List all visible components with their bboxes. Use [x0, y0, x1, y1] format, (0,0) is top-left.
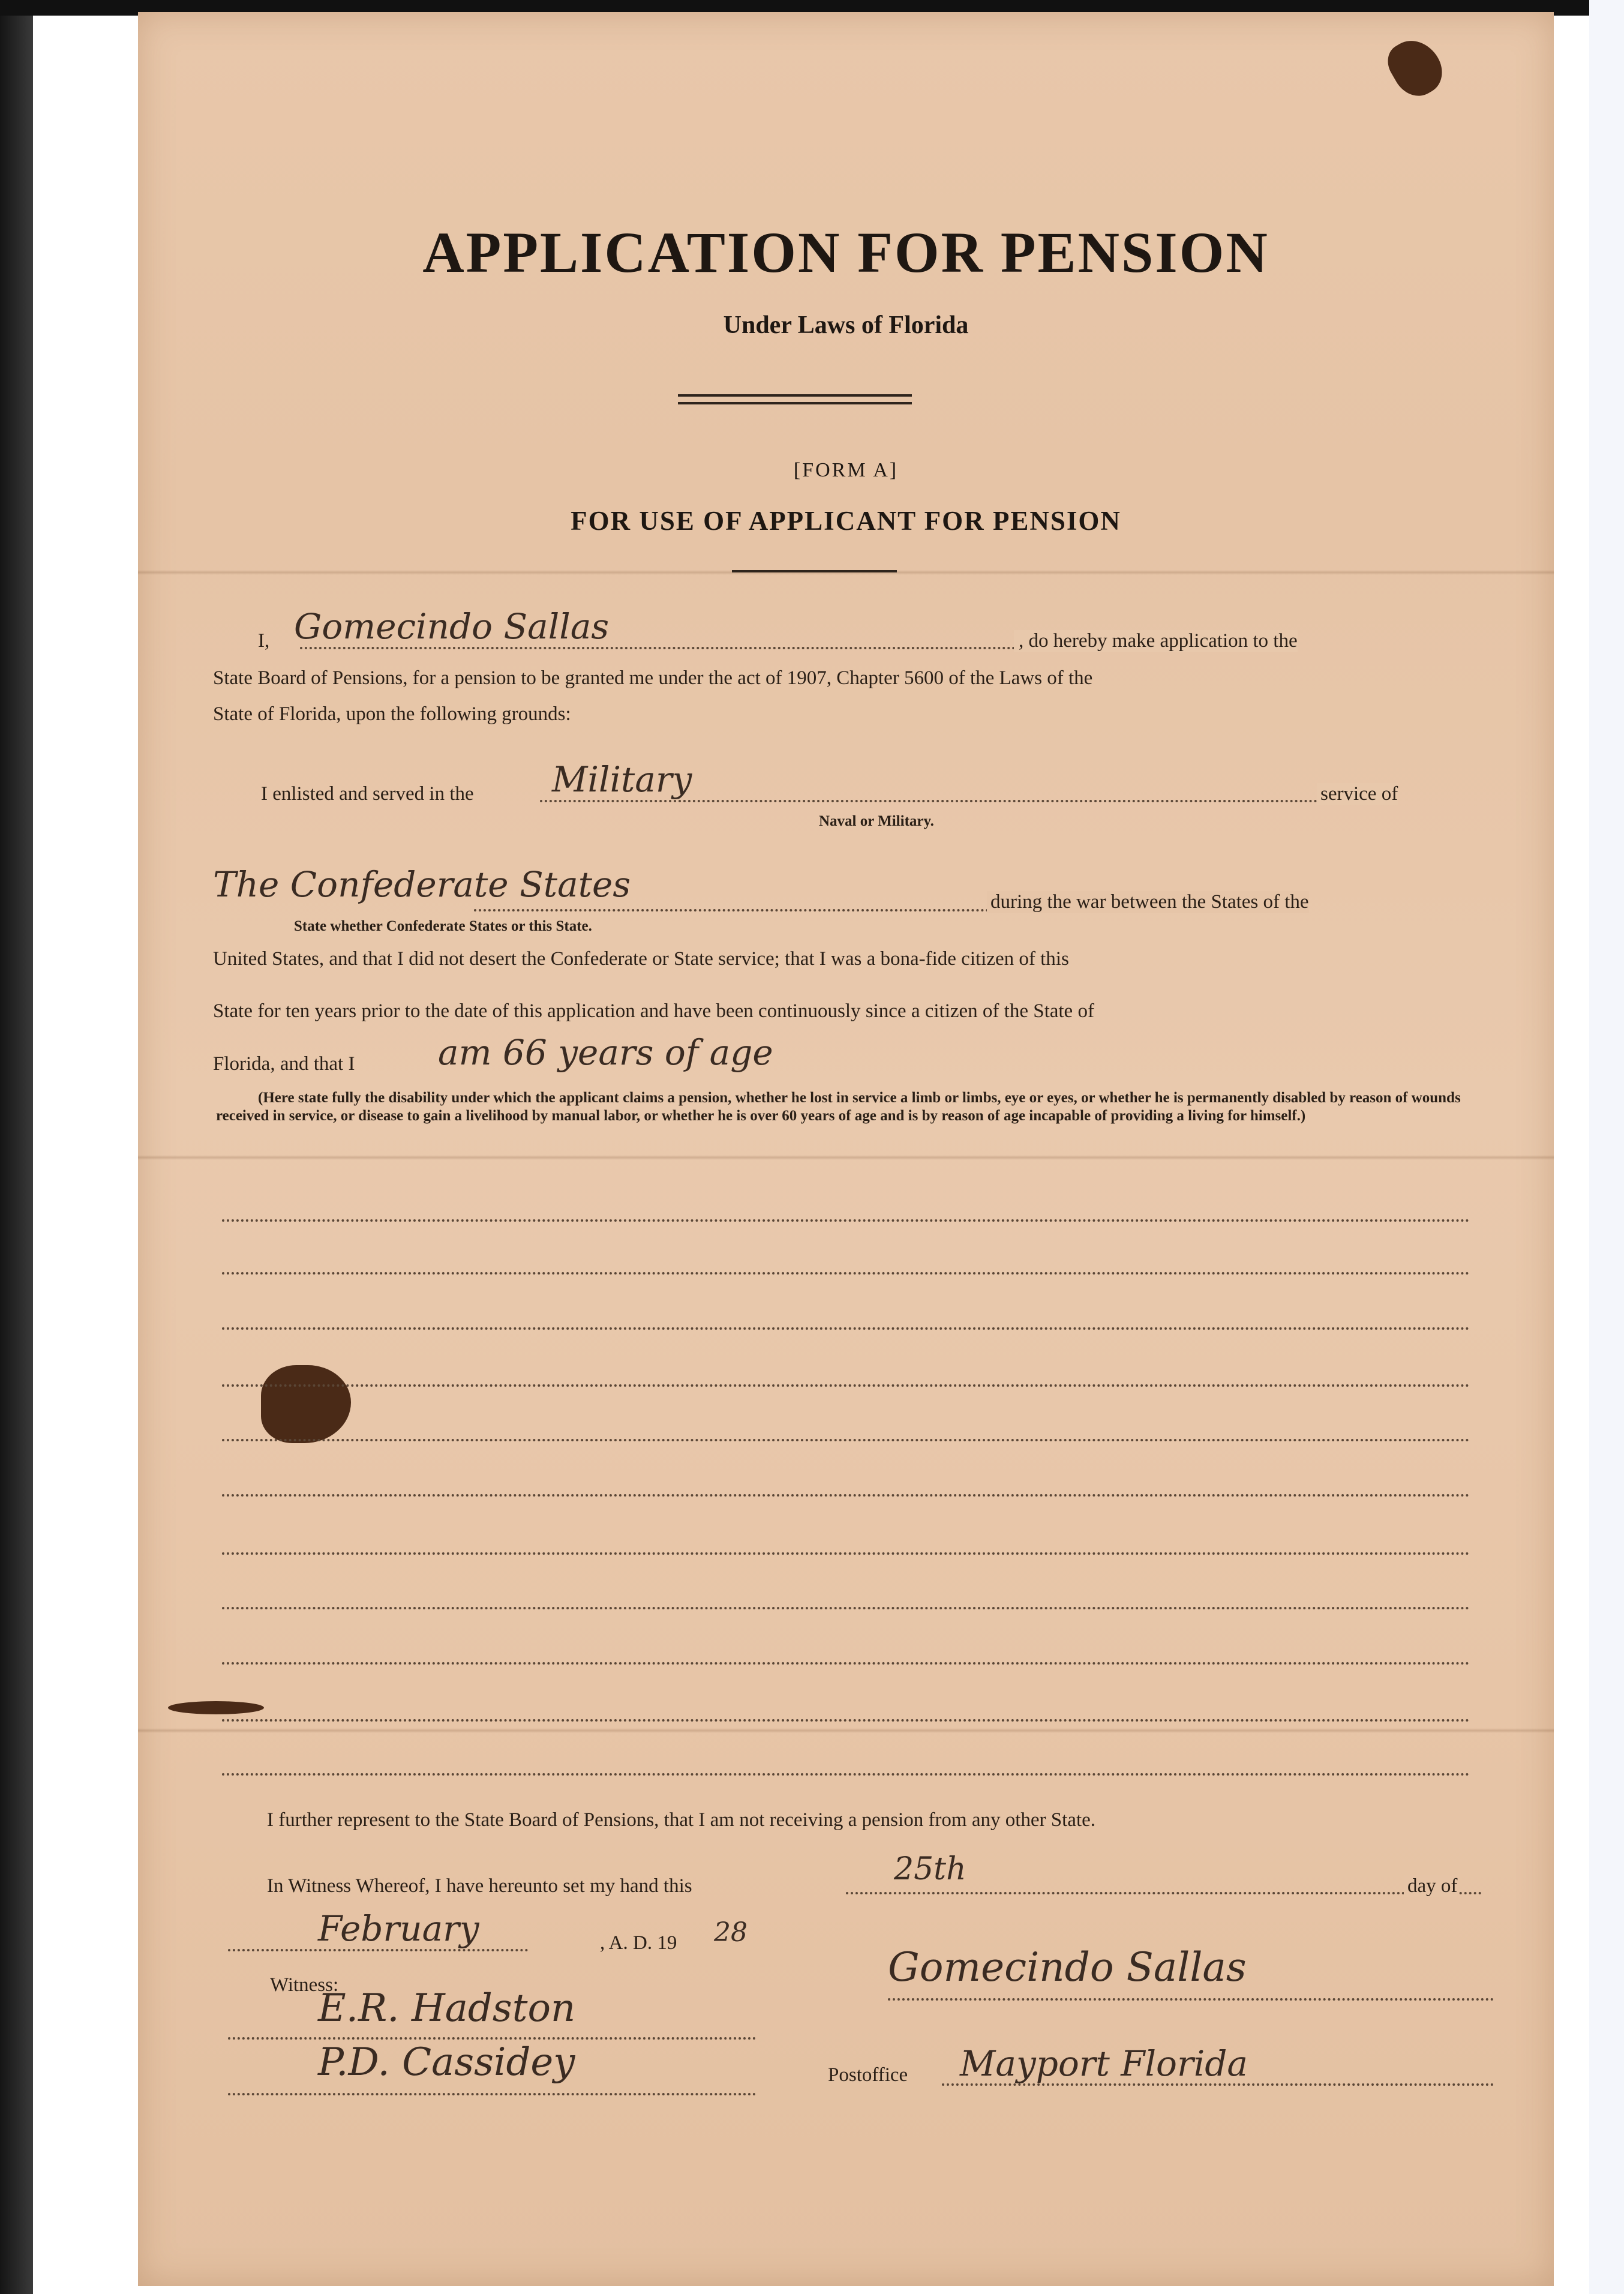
day-of-text: day of	[1404, 1875, 1457, 1897]
body-text-line: United States, and that I did not desert the Confederate or State service; that I was a bona-fide citizen of this	[213, 948, 1069, 970]
blank-line	[222, 1773, 1470, 1776]
ink-stain	[168, 1701, 264, 1714]
scanner-border-right	[1589, 0, 1624, 2294]
witness-whereof-text: In Witness Whereof, I have hereunto set my hand this	[267, 1875, 692, 1897]
body-text-line: State of Florida, upon the following grounds:	[213, 703, 571, 725]
i-prefix: I,	[258, 630, 270, 652]
body-text-line: State Board of Pensions, for a pension to be granted me under the act of 1907, Chapter 5600 of the Laws of the	[213, 667, 1093, 689]
witness-label: Witness:	[270, 1974, 339, 1996]
blank-line	[222, 1494, 1470, 1497]
page-title: APPLICATION FOR PENSION	[422, 220, 1269, 284]
ink-stain	[1381, 31, 1451, 104]
blank-line	[222, 1272, 1470, 1275]
service-type-field: Military	[552, 759, 692, 800]
use-title: FOR USE OF APPLICANT FOR PENSION	[571, 506, 1121, 536]
blank-line	[222, 1384, 1470, 1387]
state-served-field: The Confederate States	[213, 864, 631, 905]
during-war-text: during the war between the States of the	[987, 891, 1309, 913]
blank-line	[222, 1327, 1470, 1330]
dotted-line	[540, 800, 1332, 802]
further-represent-text: I further represent to the State Board of Pensions, that I am not receiving a pension from any other State.	[267, 1809, 1096, 1831]
dotted-line	[228, 1949, 528, 1951]
service-type-hint: Naval or Military.	[819, 813, 934, 829]
blank-line	[222, 1662, 1470, 1665]
blank-line	[222, 1552, 1470, 1555]
divider	[678, 394, 912, 397]
form-label: [FORM A]	[793, 459, 899, 481]
page-subtitle: Under Laws of Florida	[723, 311, 969, 339]
blank-line	[222, 1607, 1470, 1609]
ad-prefix: , A. D. 19	[600, 1932, 677, 1954]
month-field: February	[318, 1908, 479, 1949]
applicant-name-field: Gomecindo Sallas	[294, 606, 610, 647]
pension-application-document	[138, 12, 1554, 2286]
dotted-line	[228, 2093, 756, 2095]
dotted-line	[846, 1892, 1482, 1894]
divider	[732, 570, 897, 572]
disability-instructions: (Here state fully the disability under which the applicant claims a pension, whether he lost in service a limb or limbs, eye or eyes, or whether he is permanently disabled by reason of wounds received in service, or disease to gain a livelihood by manual labor, or whether he is over 60 years of age and is by reason of age incapable of providing a living for himself.)	[216, 1090, 1461, 1124]
service-of-text: service of	[1317, 783, 1398, 805]
witness-2-signature: P.D. Cassidey	[318, 2040, 575, 2085]
blank-line	[222, 1719, 1470, 1722]
day-field: 25th	[894, 1851, 966, 1887]
witness-1-signature: E.R. Hadston	[318, 1986, 576, 2031]
make-application-text: , do hereby make application to the	[1014, 630, 1298, 652]
body-text-line: State for ten years prior to the date of this application and have been continuously since a citizen of the State of	[213, 1000, 1094, 1022]
enlisted-text: I enlisted and served in the	[261, 783, 474, 805]
postoffice-field: Mayport Florida	[960, 2043, 1248, 2084]
ink-stain	[261, 1365, 351, 1443]
dotted-line	[942, 2083, 1494, 2086]
dotted-line	[228, 2037, 756, 2040]
fold-line	[138, 1155, 1554, 1160]
blank-line	[222, 1219, 1470, 1222]
postoffice-label: Postoffice	[828, 2064, 908, 2086]
scanner-border-left	[0, 0, 33, 2294]
disability-field: am 66 years of age	[438, 1032, 773, 1073]
year-field: 28	[714, 1917, 748, 1948]
florida-prefix: Florida, and that I	[213, 1053, 355, 1075]
dotted-line	[888, 1998, 1494, 2001]
divider	[678, 402, 912, 404]
fold-line	[138, 1728, 1554, 1733]
state-hint: State whether Confederate States or this State.	[294, 918, 592, 934]
blank-line	[222, 1439, 1470, 1441]
applicant-signature: Gomecindo Sallas	[888, 1944, 1247, 1990]
